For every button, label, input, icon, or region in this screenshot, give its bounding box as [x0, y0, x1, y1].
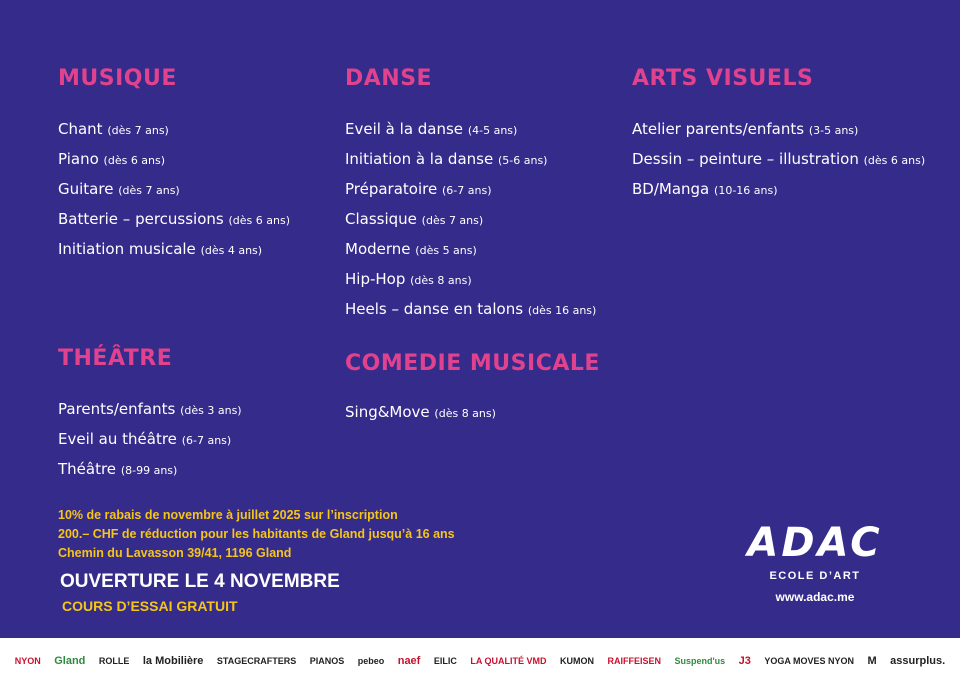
section-title: DANSE — [345, 66, 433, 91]
section-danse — [345, 66, 596, 325]
promo-block — [58, 506, 455, 563]
course-item: Parents/enfants (dès 3 ans) — [58, 400, 242, 418]
section-theatre — [58, 346, 242, 485]
sponsor-logo: KUMON — [559, 656, 594, 666]
trial-course: COURS D’ESSAI GRATUIT — [62, 598, 238, 614]
sponsor-logo: assurplus. — [890, 655, 946, 667]
sponsor-bar — [0, 638, 960, 684]
section-title: ARTS VISUELS — [632, 66, 814, 91]
sponsor-logo: la Mobilière — [142, 655, 204, 667]
opening-date: OUVERTURE LE 4 NOVEMBRE — [60, 571, 340, 592]
sponsor-logo: J3 — [738, 655, 751, 667]
course-list — [345, 115, 596, 325]
course-item: Heels – danse en talons (dès 16 ans) — [345, 300, 597, 318]
sponsor-logo: EILIC — [433, 656, 457, 666]
brand-block — [740, 520, 890, 604]
course-list — [58, 115, 290, 265]
address: Chemin du Lavasson 39/41, 1196 Gland — [58, 546, 292, 560]
course-item: Guitare (dès 7 ans) — [58, 180, 180, 198]
section-title: COMEDIE MUSICALE — [345, 351, 600, 376]
sponsor-logo: YOGA MOVES NYON — [764, 656, 855, 666]
brand-url[interactable]: www.adac.me — [775, 590, 855, 604]
course-item: BD/Manga (10-16 ans) — [632, 180, 778, 198]
brand-subtitle: ECOLE D’ART — [769, 570, 861, 582]
sponsor-logo: Suspend'us — [674, 656, 726, 666]
sponsor-logo: Gland — [54, 655, 86, 667]
course-item: Préparatoire (6-7 ans) — [345, 180, 492, 198]
course-item: Classique (dès 7 ans) — [345, 210, 484, 228]
sponsor-logo: pebeo — [357, 656, 385, 666]
course-item: Piano (dès 6 ans) — [58, 150, 166, 168]
section-comedie-musicale — [345, 351, 600, 428]
course-item: Dessin – peinture – illustration (dès 6 ans) — [632, 150, 926, 168]
promo-discount: 10% de rabais de novembre à juillet 2025 sur l’inscription — [58, 508, 398, 522]
course-item: Initiation musicale (dès 4 ans) — [58, 240, 263, 258]
sponsor-logo: LA QUALITÉ VMD — [470, 656, 547, 666]
course-item: Initiation à la danse (5-6 ans) — [345, 150, 548, 168]
course-list — [58, 395, 242, 485]
section-arts-visuels — [632, 66, 925, 205]
promo-reduction: 200.– CHF de réduction pour les habitants de Gland jusqu’à 16 ans — [58, 527, 455, 541]
course-item: Batterie – percussions (dès 6 ans) — [58, 210, 290, 228]
course-list — [345, 398, 600, 428]
course-item: Eveil à la danse (4-5 ans) — [345, 120, 518, 138]
course-item: Moderne (dès 5 ans) — [345, 240, 477, 258]
sponsor-logo: PIANOS — [309, 656, 345, 666]
course-item: Atelier parents/enfants (3-5 ans) — [632, 120, 859, 138]
course-item: Théâtre (8-99 ans) — [58, 460, 178, 478]
course-item: Eveil au théâtre (6-7 ans) — [58, 430, 232, 448]
course-item: Sing&Move (dès 8 ans) — [345, 403, 496, 421]
course-item: Chant (dès 7 ans) — [58, 120, 169, 138]
sponsor-logo: NYON — [14, 656, 41, 666]
adac-logo: ADAC — [747, 520, 883, 566]
course-list — [632, 115, 925, 205]
sponsor-logo: RAIFFEISEN — [607, 656, 661, 666]
sponsor-logo: STAGECRAFTERS — [216, 656, 297, 666]
section-title: MUSIQUE — [58, 66, 177, 91]
sponsor-logo: M — [867, 655, 877, 667]
section-title: THÉÂTRE — [58, 346, 173, 371]
sponsor-logo: ROLLE — [98, 656, 130, 666]
sponsor-logo: naef — [397, 655, 421, 667]
section-musique — [58, 66, 290, 265]
course-item: Hip-Hop (dès 8 ans) — [345, 270, 472, 288]
